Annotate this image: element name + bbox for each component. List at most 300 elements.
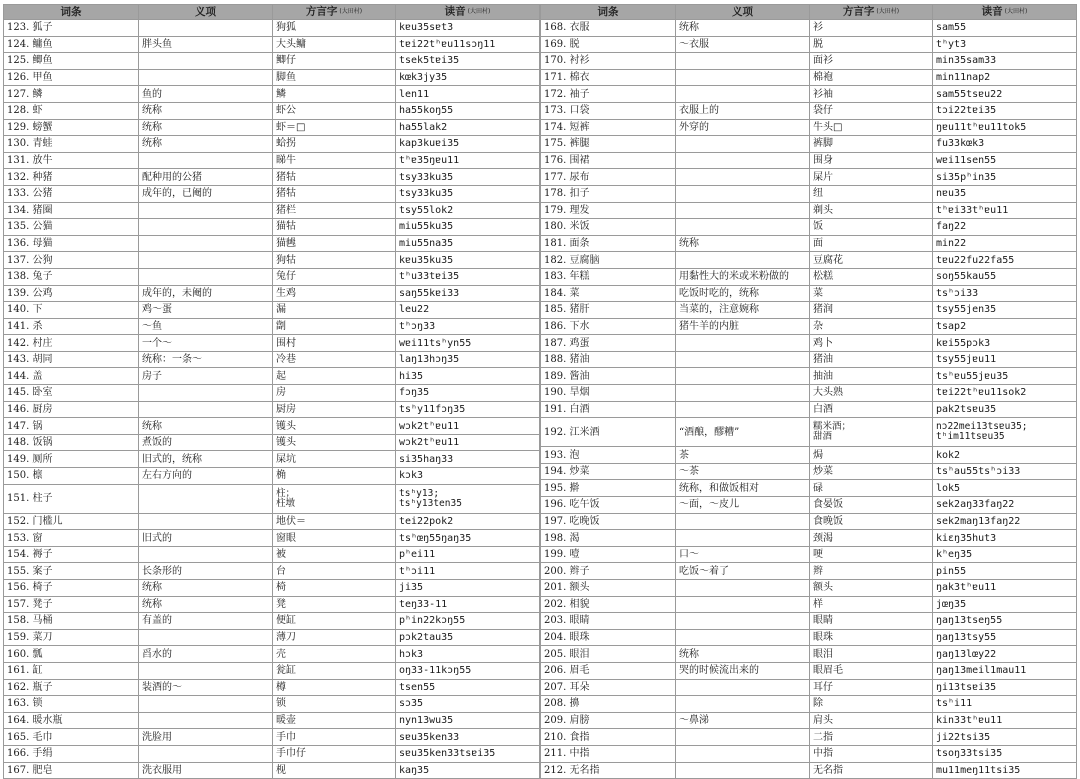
meaning-cell <box>139 20 273 37</box>
entry-cell: 145. 卧室 <box>4 385 139 402</box>
dialect-char-cell: 食晏饭 <box>810 497 933 514</box>
pronunciation-cell: tsʰau55tsʰɔi33 <box>933 463 1077 480</box>
table-row <box>4 563 540 580</box>
dialect-char-cell: 焗 <box>810 447 933 464</box>
meaning-cell: 统称：一条～ <box>139 351 273 368</box>
meaning-cell: 当菜的，注意婉称 <box>676 302 810 319</box>
pronunciation-cell: sek2aŋ33faŋ22 <box>933 497 1077 514</box>
meaning-cell <box>139 662 273 679</box>
meaning-cell: 统称 <box>139 102 273 119</box>
dialect-char-cell: 樽 <box>273 679 396 696</box>
dialect-char-cell: 鲫仔 <box>273 53 396 70</box>
table-row <box>4 596 540 613</box>
entry-cell: 137. 公狗 <box>4 252 139 269</box>
entry-cell: 123. 狐子 <box>4 20 139 37</box>
pronunciation-cell: tsoŋ33tsi35 <box>933 745 1077 762</box>
meaning-cell: ～茶 <box>676 463 810 480</box>
pronunciation-cell: sek2maŋ13faŋ22 <box>933 513 1077 530</box>
dialect-char-cell: 炒菜 <box>810 463 933 480</box>
entry-cell: 204. 眼珠 <box>541 629 676 646</box>
pronunciation-cell: teŋ33-11 <box>396 596 540 613</box>
dialect-char-cell: 壳 <box>273 646 396 663</box>
table-row <box>541 252 1077 269</box>
table-row <box>541 762 1077 779</box>
meaning-cell: 洗衣服用 <box>139 762 273 779</box>
table-row <box>541 596 1077 613</box>
dialect-char-cell: 镬头 <box>273 434 396 451</box>
dialect-char-cell: 生鸡 <box>273 285 396 302</box>
dialect-char-cell: 白酒 <box>810 401 933 418</box>
entry-cell: 202. 相貌 <box>541 596 676 613</box>
pronunciation-cell: wɐi11tsʰyn55 <box>396 335 540 352</box>
pronunciation-cell: wɔk2tʰɐu11 <box>396 434 540 451</box>
table-row <box>4 351 540 368</box>
pronunciation-cell: tsʰy13; tsʰy13ten35 <box>396 484 540 513</box>
pronunciation-cell: min35sam33 <box>933 53 1077 70</box>
pronunciation-cell: wɔk2tʰɐu11 <box>396 418 540 435</box>
dialect-char-cell: 围村 <box>273 335 396 352</box>
meaning-cell: ～鼻涕 <box>676 712 810 729</box>
entry-cell: 197. 吃晚饭 <box>541 513 676 530</box>
entry-cell: 144. 盖 <box>4 368 139 385</box>
pronunciation-cell: nɔ22mei13tsɐu35; tʰim11tsɐu35 <box>933 418 1077 447</box>
table-row <box>541 86 1077 103</box>
dialect-char-cell: 松糕 <box>810 268 933 285</box>
table-row <box>4 513 540 530</box>
meaning-cell <box>676 762 810 779</box>
pronunciation-cell: miu55ku35 <box>396 219 540 236</box>
pronunciation-cell: tɐu22fu22fa55 <box>933 252 1077 269</box>
dialect-char-cell: 纽 <box>810 185 933 202</box>
table-row <box>541 20 1077 37</box>
entry-cell: 146. 厨房 <box>4 401 139 418</box>
entry-cell: 131. 放牛 <box>4 152 139 169</box>
entry-cell: 163. 锁 <box>4 696 139 713</box>
dialect-char-cell: 便缸 <box>273 613 396 630</box>
meaning-cell <box>676 202 810 219</box>
dialect-char-cell: 房 <box>273 385 396 402</box>
dialect-char-cell: 剃头 <box>810 202 933 219</box>
table-row <box>541 152 1077 169</box>
meaning-cell: 配种用的公猪 <box>139 169 273 186</box>
pronunciation-cell: soŋ55kau55 <box>933 268 1077 285</box>
dialect-char-cell: 眼睛 <box>810 613 933 630</box>
dialect-char-cell: 镬头 <box>273 418 396 435</box>
pronunciation-cell: mu11meŋ11tsi35 <box>933 762 1077 779</box>
dialect-char-cell: 蛤拐 <box>273 136 396 153</box>
meaning-cell: 装酒的～ <box>139 679 273 696</box>
pronunciation-cell: faŋ22 <box>933 219 1077 236</box>
meaning-cell: 鱼的 <box>139 86 273 103</box>
entry-cell: 169. 脱 <box>541 36 676 53</box>
table-row <box>541 385 1077 402</box>
entry-cell: 162. 瓶子 <box>4 679 139 696</box>
meaning-cell: 统称，和做饭相对 <box>676 480 810 497</box>
entry-cell: 161. 缸 <box>4 662 139 679</box>
table-row <box>4 235 540 252</box>
table-row <box>4 613 540 630</box>
pronunciation-cell: sɐu35ken33 <box>396 729 540 746</box>
dialect-char-cell: 面衫 <box>810 53 933 70</box>
pronunciation-cell: kiɛŋ35hut3 <box>933 530 1077 547</box>
table-row <box>541 563 1077 580</box>
pronunciation-cell: ŋaŋ13tseŋ55 <box>933 613 1077 630</box>
entry-cell: 192. 江米酒 <box>541 418 676 447</box>
meaning-cell: 用黏性大的米或米粉做的 <box>676 268 810 285</box>
table-row <box>541 530 1077 547</box>
pronunciation-cell: laŋ13hɔŋ35 <box>396 351 540 368</box>
meaning-cell: ～面，～皮儿 <box>676 497 810 514</box>
meaning-cell <box>676 53 810 70</box>
entry-cell: 185. 猪肝 <box>541 302 676 319</box>
table-row <box>4 434 540 451</box>
entry-cell: 178. 扣子 <box>541 185 676 202</box>
pronunciation-cell: ji35 <box>396 580 540 597</box>
dialect-char-cell: 猪栏 <box>273 202 396 219</box>
meaning-cell: 口～ <box>676 546 810 563</box>
entry-cell: 194. 炒菜 <box>541 463 676 480</box>
meaning-cell <box>139 546 273 563</box>
dialect-char-cell: 哽 <box>810 546 933 563</box>
meaning-cell: 统称 <box>139 418 273 435</box>
dialect-char-cell: 兔仔 <box>273 268 396 285</box>
dialect-char-cell: 脱 <box>810 36 933 53</box>
table-row <box>4 36 540 53</box>
table-row <box>541 268 1077 285</box>
entry-cell: 171. 棉衣 <box>541 69 676 86</box>
entry-cell: 168. 衣服 <box>541 20 676 37</box>
table-body-left <box>4 20 540 779</box>
entry-cell: 176. 围裙 <box>541 152 676 169</box>
dialect-char-cell: 衫袖 <box>810 86 933 103</box>
entry-cell: 157. 凳子 <box>4 596 139 613</box>
entry-cell: 173. 口袋 <box>541 102 676 119</box>
header-pronunciation-note: (大田村) <box>1004 8 1028 16</box>
dialect-char-cell: 柱； 柱墩 <box>273 484 396 513</box>
table-row <box>541 480 1077 497</box>
dialect-char-cell: 锁 <box>273 696 396 713</box>
pronunciation-cell: tsʰɔi33 <box>933 285 1077 302</box>
meaning-cell <box>676 696 810 713</box>
header-row <box>541 5 1077 20</box>
dialect-char-cell: 漏 <box>273 302 396 319</box>
dialect-char-cell: 杂 <box>810 318 933 335</box>
dialect-char-cell: 瓮缸 <box>273 662 396 679</box>
entry-cell: 195. 擀 <box>541 480 676 497</box>
meaning-cell: 统称 <box>676 20 810 37</box>
table-row <box>541 613 1077 630</box>
meaning-cell <box>139 745 273 762</box>
table-row <box>541 318 1077 335</box>
meaning-cell <box>139 53 273 70</box>
dialect-char-cell: 猪油 <box>810 351 933 368</box>
table-row <box>541 418 1077 447</box>
table-row <box>4 662 540 679</box>
entry-cell: 200. 辫子 <box>541 563 676 580</box>
header-meaning: 义项 <box>139 5 273 20</box>
meaning-cell: “酒酿，醪糟” <box>676 418 810 447</box>
dialect-char-cell: 桷 <box>273 468 396 485</box>
table-row <box>4 102 540 119</box>
entry-cell: 152. 门槛儿 <box>4 513 139 530</box>
table-row <box>541 629 1077 646</box>
meaning-cell: 衣服上的 <box>676 102 810 119</box>
dialect-char-cell: 手巾仔 <box>273 745 396 762</box>
table-row <box>4 268 540 285</box>
meaning-cell: 胖头鱼 <box>139 36 273 53</box>
meaning-cell <box>676 513 810 530</box>
pronunciation-cell: tsʰœŋ55ŋaŋ35 <box>396 530 540 547</box>
table-row <box>541 36 1077 53</box>
entry-cell: 164. 暖水瓶 <box>4 712 139 729</box>
vocabulary-sheet <box>3 4 1075 776</box>
table-row <box>4 219 540 236</box>
header-row <box>4 5 540 20</box>
dialect-char-cell: 屎片 <box>810 169 933 186</box>
dialect-char-cell: 围身 <box>810 152 933 169</box>
table-row <box>4 202 540 219</box>
dialect-char-cell: 虾＝□ <box>273 119 396 136</box>
pronunciation-cell: kɐu35sɐt3 <box>396 20 540 37</box>
meaning-cell <box>676 136 810 153</box>
table-row <box>541 712 1077 729</box>
dialect-char-cell: 凳 <box>273 596 396 613</box>
table-row <box>541 202 1077 219</box>
meaning-cell: 洗脸用 <box>139 729 273 746</box>
pronunciation-cell: ji22tsi35 <box>933 729 1077 746</box>
meaning-cell: 左右方向的 <box>139 468 273 485</box>
table-row <box>4 385 540 402</box>
dialect-char-cell: 牛头□ <box>810 119 933 136</box>
dialect-char-cell: 猫牯 <box>273 219 396 236</box>
dialect-char-cell: 糯米酒； 甜酒 <box>810 418 933 447</box>
table-row <box>4 580 540 597</box>
dialect-char-cell: 狗牯 <box>273 252 396 269</box>
dialect-char-cell: 眼泪 <box>810 646 933 663</box>
table-body-right <box>541 20 1077 779</box>
dialect-char-cell: 豆腐花 <box>810 252 933 269</box>
meaning-cell <box>676 252 810 269</box>
header-dialect-char: 方言字 (大田村) <box>273 5 396 20</box>
pronunciation-cell: pʰei11 <box>396 546 540 563</box>
entry-cell: 156. 椅子 <box>4 580 139 597</box>
dialect-char-cell: 暖壶 <box>273 712 396 729</box>
table-row <box>541 580 1077 597</box>
table-row <box>4 629 540 646</box>
pronunciation-cell: lok5 <box>933 480 1077 497</box>
dialect-char-cell: 睇牛 <box>273 152 396 169</box>
header-pronunciation-note: (大田村) <box>467 8 491 16</box>
meaning-cell <box>139 202 273 219</box>
pronunciation-cell: kaŋ35 <box>396 762 540 779</box>
table-row <box>541 646 1077 663</box>
table-row <box>4 484 540 513</box>
dialect-char-cell: 狗狐 <box>273 20 396 37</box>
table-row <box>541 102 1077 119</box>
entry-cell: 203. 眼睛 <box>541 613 676 630</box>
pronunciation-cell: tʰu33tɐi35 <box>396 268 540 285</box>
dialect-char-cell: 猪牯 <box>273 169 396 186</box>
meaning-cell <box>676 679 810 696</box>
entry-cell: 211. 中指 <box>541 745 676 762</box>
dialect-char-cell: 裤脚 <box>810 136 933 153</box>
dialect-char-cell: 袋仔 <box>810 102 933 119</box>
entry-cell: 180. 米饭 <box>541 219 676 236</box>
table-row <box>541 401 1077 418</box>
vocabulary-table-left <box>3 4 540 779</box>
dialect-char-cell: 厨房 <box>273 401 396 418</box>
entry-cell: 133. 公猪 <box>4 185 139 202</box>
header-dialect-char: 方言字 (大田村) <box>810 5 933 20</box>
meaning-cell: 有盖的 <box>139 613 273 630</box>
entry-cell: 129. 螃蟹 <box>4 119 139 136</box>
entry-cell: 148. 饭锅 <box>4 434 139 451</box>
meaning-cell: 吃饭时吃的，统称 <box>676 285 810 302</box>
pronunciation-cell: sam55 <box>933 20 1077 37</box>
pronunciation-cell: kin33tʰɐu11 <box>933 712 1077 729</box>
entry-cell: 138. 兔子 <box>4 268 139 285</box>
entry-cell: 167. 肥皂 <box>4 762 139 779</box>
dialect-char-cell: 虾公 <box>273 102 396 119</box>
entry-cell: 170. 衬衫 <box>541 53 676 70</box>
table-row <box>4 468 540 485</box>
table-row <box>4 136 540 153</box>
pronunciation-cell: tsap2 <box>933 318 1077 335</box>
dialect-char-cell: 面 <box>810 235 933 252</box>
meaning-cell: 外穿的 <box>676 119 810 136</box>
pronunciation-cell: tʰyt3 <box>933 36 1077 53</box>
table-row <box>4 762 540 779</box>
entry-cell: 172. 袖子 <box>541 86 676 103</box>
dialect-char-cell: 窗眼 <box>273 530 396 547</box>
entry-cell: 208. 擤 <box>541 696 676 713</box>
meaning-cell: 统称 <box>139 136 273 153</box>
dialect-char-cell: 劏 <box>273 318 396 335</box>
pronunciation-cell: pin55 <box>933 563 1077 580</box>
table-row <box>541 219 1077 236</box>
entry-cell: 139. 公鸡 <box>4 285 139 302</box>
meaning-cell <box>139 513 273 530</box>
table-row <box>4 119 540 136</box>
pronunciation-cell: tɐi22tʰɐu11sok2 <box>933 385 1077 402</box>
dialect-char-cell: 衫 <box>810 20 933 37</box>
table-row <box>4 368 540 385</box>
entry-cell: 206. 眉毛 <box>541 662 676 679</box>
pronunciation-cell: si35haŋ33 <box>396 451 540 468</box>
pronunciation-cell: tsy33ku35 <box>396 185 540 202</box>
pronunciation-cell: kœk3jy35 <box>396 69 540 86</box>
meaning-cell: 统称 <box>139 580 273 597</box>
dialect-char-cell: 菜 <box>810 285 933 302</box>
header-pronunciation: 读音 (大田村) <box>933 5 1077 20</box>
pronunciation-cell: kɔk3 <box>396 468 540 485</box>
entry-cell: 199. 噎 <box>541 546 676 563</box>
entry-cell: 201. 额头 <box>541 580 676 597</box>
table-row <box>541 729 1077 746</box>
meaning-cell: 统称 <box>676 235 810 252</box>
table-row <box>541 447 1077 464</box>
pronunciation-cell: tʰɐi33tʰɐu11 <box>933 202 1077 219</box>
entry-cell: 186. 下水 <box>541 318 676 335</box>
entry-cell: 147. 锅 <box>4 418 139 435</box>
dialect-char-cell: 大头熟 <box>810 385 933 402</box>
pronunciation-cell: tʰɐ35ŋɐu11 <box>396 152 540 169</box>
dialect-char-cell: 猪润 <box>810 302 933 319</box>
table-row <box>4 252 540 269</box>
entry-cell: 190. 旱烟 <box>541 385 676 402</box>
table-row <box>4 285 540 302</box>
meaning-cell: 成年的，已阉的 <box>139 185 273 202</box>
table-row <box>541 335 1077 352</box>
table-row <box>541 463 1077 480</box>
table-row <box>4 185 540 202</box>
table-row <box>4 335 540 352</box>
meaning-cell <box>676 729 810 746</box>
pronunciation-cell: wɐi11sen55 <box>933 152 1077 169</box>
meaning-cell: ～衣服 <box>676 36 810 53</box>
dialect-char-cell: 额头 <box>810 580 933 597</box>
header-pronunciation: 读音 (大田村) <box>396 5 540 20</box>
meaning-cell <box>676 745 810 762</box>
pronunciation-cell: sam55tsɐu22 <box>933 86 1077 103</box>
entry-cell: 196. 吃午饭 <box>541 497 676 514</box>
table-row <box>4 169 540 186</box>
entry-cell: 187. 鸡蛋 <box>541 335 676 352</box>
entry-cell: 126. 甲鱼 <box>4 69 139 86</box>
pronunciation-cell: ha55koŋ55 <box>396 102 540 119</box>
dialect-char-cell: 被 <box>273 546 396 563</box>
dialect-char-cell: 大头鳙 <box>273 36 396 53</box>
pronunciation-cell: tsʰɐu55jɐu35 <box>933 368 1077 385</box>
table-row <box>541 497 1077 514</box>
table-row <box>541 53 1077 70</box>
meaning-cell: 茶 <box>676 447 810 464</box>
pronunciation-cell: saŋ55kɐi33 <box>396 285 540 302</box>
dialect-char-cell: 枧 <box>273 762 396 779</box>
pronunciation-cell: tsʰy11fɔŋ35 <box>396 401 540 418</box>
dialect-char-cell: 脚鱼 <box>273 69 396 86</box>
pronunciation-cell: nɐu35 <box>933 185 1077 202</box>
dialect-char-cell: 台 <box>273 563 396 580</box>
dialect-char-cell: 辫 <box>810 563 933 580</box>
table-row <box>4 86 540 103</box>
table-row <box>4 646 540 663</box>
meaning-cell <box>676 580 810 597</box>
meaning-cell <box>676 629 810 646</box>
table-row <box>541 696 1077 713</box>
entry-cell: 141. 杀 <box>4 318 139 335</box>
entry-cell: 198. 渴 <box>541 530 676 547</box>
pronunciation-cell: fu33kœk3 <box>933 136 1077 153</box>
entry-cell: 136. 母猫 <box>4 235 139 252</box>
dialect-char-cell: 起 <box>273 368 396 385</box>
entry-cell: 207. 耳朵 <box>541 679 676 696</box>
dialect-char-cell: 无名指 <box>810 762 933 779</box>
meaning-cell <box>139 252 273 269</box>
pronunciation-cell: oŋ33-11kɔŋ55 <box>396 662 540 679</box>
dialect-char-cell: 肩头 <box>810 712 933 729</box>
pronunciation-cell: hi35 <box>396 368 540 385</box>
table-row <box>4 712 540 729</box>
table-row <box>541 513 1077 530</box>
table-row <box>4 302 540 319</box>
meaning-cell: 一个～ <box>139 335 273 352</box>
dialect-char-cell: 眼眉毛 <box>810 662 933 679</box>
entry-cell: 175. 裤腿 <box>541 136 676 153</box>
entry-cell: 183. 年糕 <box>541 268 676 285</box>
dialect-char-cell: 鳞 <box>273 86 396 103</box>
pronunciation-cell: ŋaŋ13meil1mau11 <box>933 662 1077 679</box>
